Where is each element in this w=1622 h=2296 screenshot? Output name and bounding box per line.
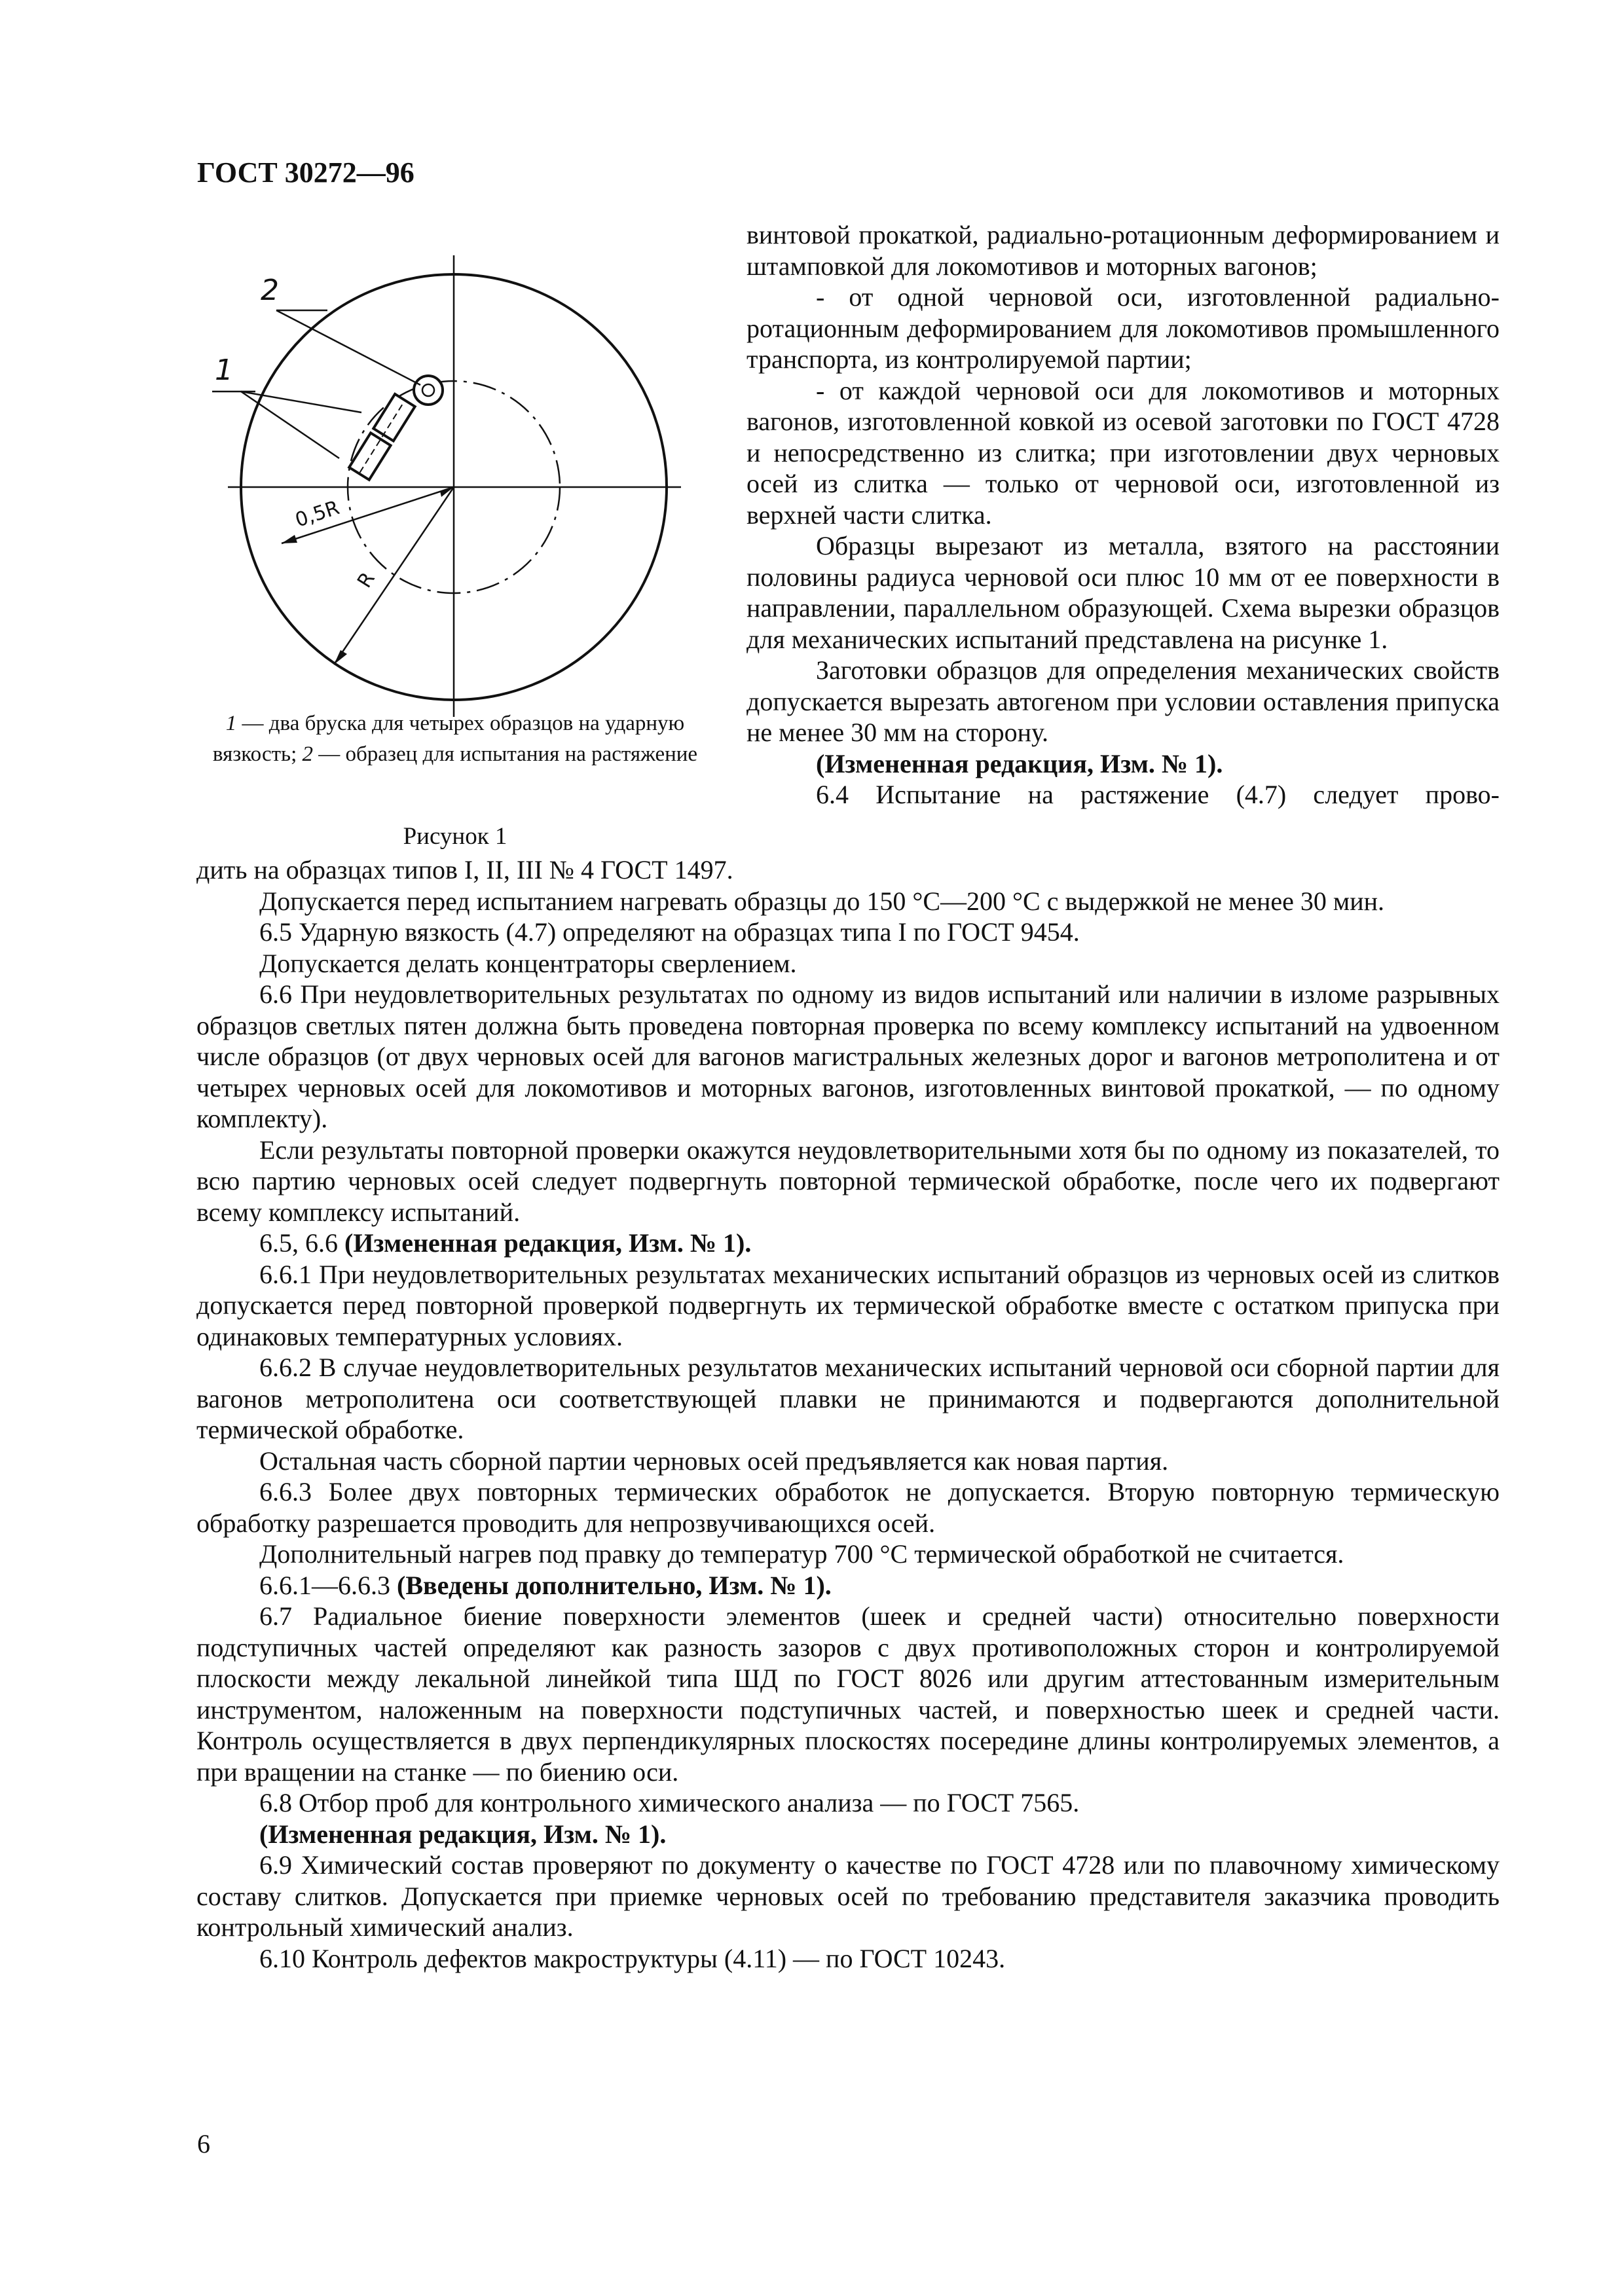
paragraph: Заготовки образцов для определения механических свойств допускается вырезать автогеном при условии оставления припуска не менее 30 мм на сторону. [746,655,1500,747]
paragraph: 6.10 Контроль дефектов макроструктуры (4.11) — по ГОСТ 10243. [259,1943,1006,1973]
paragraph: 6.6.1—6.6.3 (Введены дополнительно, Изм. № 1). [259,1570,832,1600]
paragraph: винтовой прокаткой, радиально-ротационным деформированием и штамповкой для локомотивов и моторных вагонов; [746,220,1500,281]
paragraph: 6.6.2 В случае неудовлетворительных результатов механических испытаний черновой оси сборной партии для вагонов метрополитена оси соответствующей плавки не принимаются и подвергаются дополнительной термической обработке. [196,1353,1500,1444]
paragraph: 6.6.3 Более двух повторных термических обработок не допускается. Вторую повторную термическую обработку разрешается проводить для непрозвучивающихся осей. [196,1477,1500,1538]
paragraph: 6.9 Химический состав проверяют по документу о качестве по ГОСТ 4728 или по плавочному химическому составу слитков. Допускается при приемке черновых осей по требованию представителя заказчика проводить контрольный химический анализ. [196,1850,1500,1942]
paragraph: Образцы вырезают из металла, взятого на расстоянии половины радиуса черновой оси плюс 10 мм от ее поверхности в направлении, параллельном образующей. Схема вырезки образцов для механических испытаний представлена на рисунке 1. [746,531,1500,654]
paragraph: 6.6 При неудовлетворительных результатах по одному из видов испытаний или наличии в изломе разрывных образцов светлых пятен должна быть проведена повторная проверка по всему комплексу испытаний на удвоенном числе образцов (от двух черновых осей для вагонов магистральных железных дорог и вагонов метрополитена и от четырех черновых осей для локомотивов и моторных вагонов, изготовленных винтовой прокаткой, — по одному комплекту). [196,979,1500,1133]
document-header: ГОСТ 30272—96 [197,156,415,189]
paragraph: 6.4 Испытание на растяжение (4.7) следует прово- [816,780,1500,809]
half-radius-label: 0,5R [292,496,342,532]
amendment-note: (Введены дополнительно, Изм. № 1). [397,1570,832,1600]
paragraph: Остальная часть сборной партии черновых осей предъявляется как новая партия. [259,1446,1169,1476]
right-column-text [746,219,1500,811]
paragraph: 6.5, 6.6 (Измененная редакция, Изм. № 1). [259,1228,752,1258]
figure-caption: 1 — два бруска для четырех образцов на ударную вязкость; 2 — образец для испытания на растяжение [212,712,698,766]
paragraph: 6.7 Радиальное биение поверхности элементов (шеек и средней части) относительно поверхности подступичных частей определяют как разность зазоров с двух противоположных сторон и контролируемой плоскости между лекальной линейкой типа ШД по ГОСТ 8026 или другим аттестованным измерительным инструментом, наложенным на поверхности подступичных частей, и поверхностью шеек и средней части. Контроль осуществляется в двух перпендикулярных плоскостях посередине длины контролируемых элементов, а при вращении на станке — по биению оси. [196,1601,1500,1787]
tensile-specimen [414,376,443,405]
main-text [196,854,1500,1974]
page-number: 6 [197,2129,210,2159]
paragraph: Допускается делать концентраторы сверлением. [259,948,797,978]
paragraph: Если результаты повторной проверки окажутся неудовлетворительными хотя бы по одному из показателей, то всю партию черновых осей следует подвергнуть повторной термической обработке, после чего их подвергают всему комплексу испытаний. [196,1135,1500,1227]
paragraph: 6.6.1 При неудовлетворительных результатах механических испытаний образцов из черновых осей из слитков допускается перед повторной проверкой подвергнуть их термической обработке вместе с остатком припуска при одинаковых температурных условиях. [196,1259,1500,1351]
paragraph: 6.8 Отбор проб для контрольного химического анализа — по ГОСТ 7565. [259,1788,1080,1817]
paragraph: - от каждой черновой оси для локомотивов и моторных вагонов, изготовленной ковкой из осевой заготовки по ГОСТ 4728 и непосредственно из слитка; при изготовлении двух черновых осей из слитка — только от черновой оси, изготовленной из верхней части слитка. [746,375,1500,530]
paragraph: 6.5 Ударную вязкость (4.7) определяют на образцах типа I по ГОСТ 9454. [259,917,1080,947]
paragraph: Допускается перед испытанием нагревать образцы до 150 °С—200 °С с выдержкой не менее 30 мин. [259,886,1385,916]
impact-specimen-bars [349,394,415,480]
paragraph: дить на образцах типов I, II, III № 4 ГОСТ 1497. [196,855,733,884]
callout-2-label: 2 [261,274,279,307]
radius-label: R [353,568,380,592]
paragraph: Дополнительный нагрев под правку до температур 700 °С термической обработкой не считается. [259,1539,1344,1569]
amendment-note: (Измененная редакция, Изм. № 1). [816,748,1223,778]
amendment-note: (Измененная редакция, Изм. № 1). [259,1819,667,1849]
figure-title: Рисунок 1 [403,823,507,850]
figure-1-drawing [196,249,714,720]
callout-1-label: 1 [215,354,233,387]
paragraph: - от одной черновой оси, изготовленной радиально-ротационным деформированием для локомотивов промышленного транспорта, из контролируемой партии; [746,282,1500,374]
amendment-note: (Измененная редакция, Изм. № 1). [344,1228,752,1258]
